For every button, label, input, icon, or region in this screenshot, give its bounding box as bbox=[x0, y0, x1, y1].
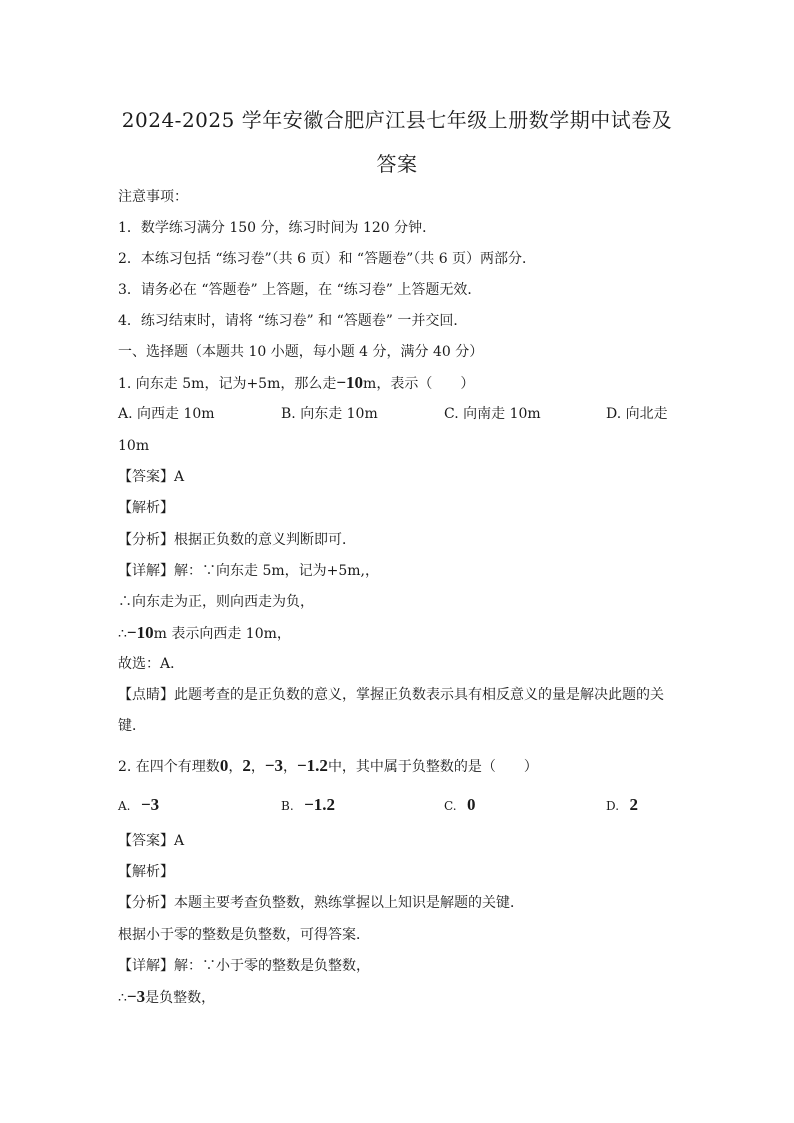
question-2-option-d-label: D. bbox=[606, 799, 620, 813]
question-1-option-a: A. 向西走 10m bbox=[118, 406, 215, 422]
notice-item-4: 4．练习结束时，请将 “练习卷” 和 “答题卷” 一并交回． bbox=[118, 313, 468, 329]
question-1-step-1: ∴向东走为正，则向西走为负， bbox=[118, 594, 314, 610]
question-1-stem-text-b: m，表示（ ） bbox=[363, 376, 475, 392]
question-2-option-a-label: A. bbox=[118, 799, 131, 813]
question-1-answer: 【答案】A bbox=[118, 469, 185, 485]
question-1-option-d-cont: 10m bbox=[118, 438, 150, 454]
document-title-line1: 2024-2025 学年安徽合肥庐江县七年级上册数学期中试卷及 bbox=[121, 108, 673, 132]
question-2-answer: 【答案】A bbox=[118, 833, 185, 849]
question-1-option-c: C. 向南走 10m bbox=[444, 406, 541, 422]
notice-item-2: 2．本练习包括 “练习卷”（共 6 页）和 “答题卷”（共 6 页）两部分． bbox=[118, 251, 537, 267]
question-2-option-c bbox=[444, 796, 476, 815]
question-1-stem bbox=[118, 374, 474, 393]
question-2-step-math: −3 bbox=[126, 987, 146, 1006]
notice-item-3: 3．请务必在 “答题卷” 上答题，在 “练习卷” 上答题无效． bbox=[118, 282, 482, 298]
question-1-step-2 bbox=[118, 624, 291, 643]
question-2-option-b-label: B. bbox=[281, 799, 294, 813]
question-2-option-a-value: −3 bbox=[140, 795, 160, 814]
document-title-line2: 答案 bbox=[376, 152, 418, 176]
question-2-stem-text-a: 2. 在四个有理数 bbox=[118, 759, 220, 775]
question-2-option-d bbox=[606, 796, 638, 815]
question-2-stem-text-b: 中，其中属于负整数的是（ ） bbox=[327, 759, 538, 775]
question-1-analysis-label: 【解析】 bbox=[118, 500, 174, 516]
question-2-step-prefix: ∴ bbox=[118, 990, 127, 1006]
question-1-stem-text-a: 1. 向东走 5m，记为+5m，那么走 bbox=[118, 376, 337, 392]
question-1-option-d: D. 向北走 bbox=[606, 406, 668, 422]
question-2-option-c-value: 0 bbox=[467, 795, 476, 814]
question-1-math: −10 bbox=[336, 373, 364, 392]
question-1-step-2-math: −10 bbox=[126, 623, 154, 642]
question-2-xiangjie: 【详解】解：∵小于零的整数是负整数， bbox=[118, 958, 370, 974]
question-2-option-d-value: 2 bbox=[629, 795, 638, 814]
question-1-fenxi: 【分析】根据正负数的意义判断即可． bbox=[118, 532, 356, 548]
question-1-dianjing-line1: 【点睛】此题考查的是正负数的意义，掌握正负数表示具有相反意义的量是解决此题的关 bbox=[118, 687, 664, 703]
section-heading: 一、选择题（本题共 10 小题，每小题 4 分，满分 40 分） bbox=[118, 344, 484, 360]
question-2-step-text: 是负整数， bbox=[145, 990, 216, 1006]
question-2-number-1: 0 bbox=[219, 756, 229, 775]
question-2-step bbox=[118, 988, 215, 1007]
question-1-xiangjie: 【详解】解：∵向东走 5m，记为+5m,， bbox=[118, 563, 379, 579]
notice-heading: 注意事项： bbox=[118, 189, 188, 205]
notice-item-1: 1．数学练习满分 150 分，练习时间为 120 分钟． bbox=[118, 220, 437, 236]
question-1-step-2-prefix: ∴ bbox=[118, 626, 127, 642]
question-2-sep-1: ， bbox=[228, 759, 243, 775]
question-1-step-2-text: m 表示向西走 10m， bbox=[153, 626, 291, 642]
question-2-option-b bbox=[281, 796, 335, 815]
question-2-stem bbox=[118, 757, 538, 776]
question-2-fenxi: 【分析】本题主要考查负整数，熟练掌握以上知识是解题的关键． bbox=[118, 895, 524, 911]
question-2-option-a bbox=[118, 796, 159, 815]
question-2-option-b-value: −1.2 bbox=[304, 795, 336, 814]
question-1-dianjing-line2: 键． bbox=[118, 718, 146, 734]
question-2-number-4: −1.2 bbox=[297, 756, 328, 775]
question-1-choose: 故选：A． bbox=[118, 656, 185, 672]
question-2-number-2: 2 bbox=[242, 756, 251, 775]
question-1-option-b: B. 向东走 10m bbox=[281, 406, 378, 422]
question-2-option-c-label: C. bbox=[444, 799, 457, 813]
question-2-rule: 根据小于零的整数是负整数，可得答案． bbox=[118, 927, 370, 943]
question-2-sep-2: ， bbox=[250, 759, 265, 775]
question-2-sep-3: ， bbox=[283, 759, 297, 775]
question-2-number-3: −3 bbox=[264, 756, 283, 775]
question-2-analysis-label: 【解析】 bbox=[118, 864, 174, 880]
